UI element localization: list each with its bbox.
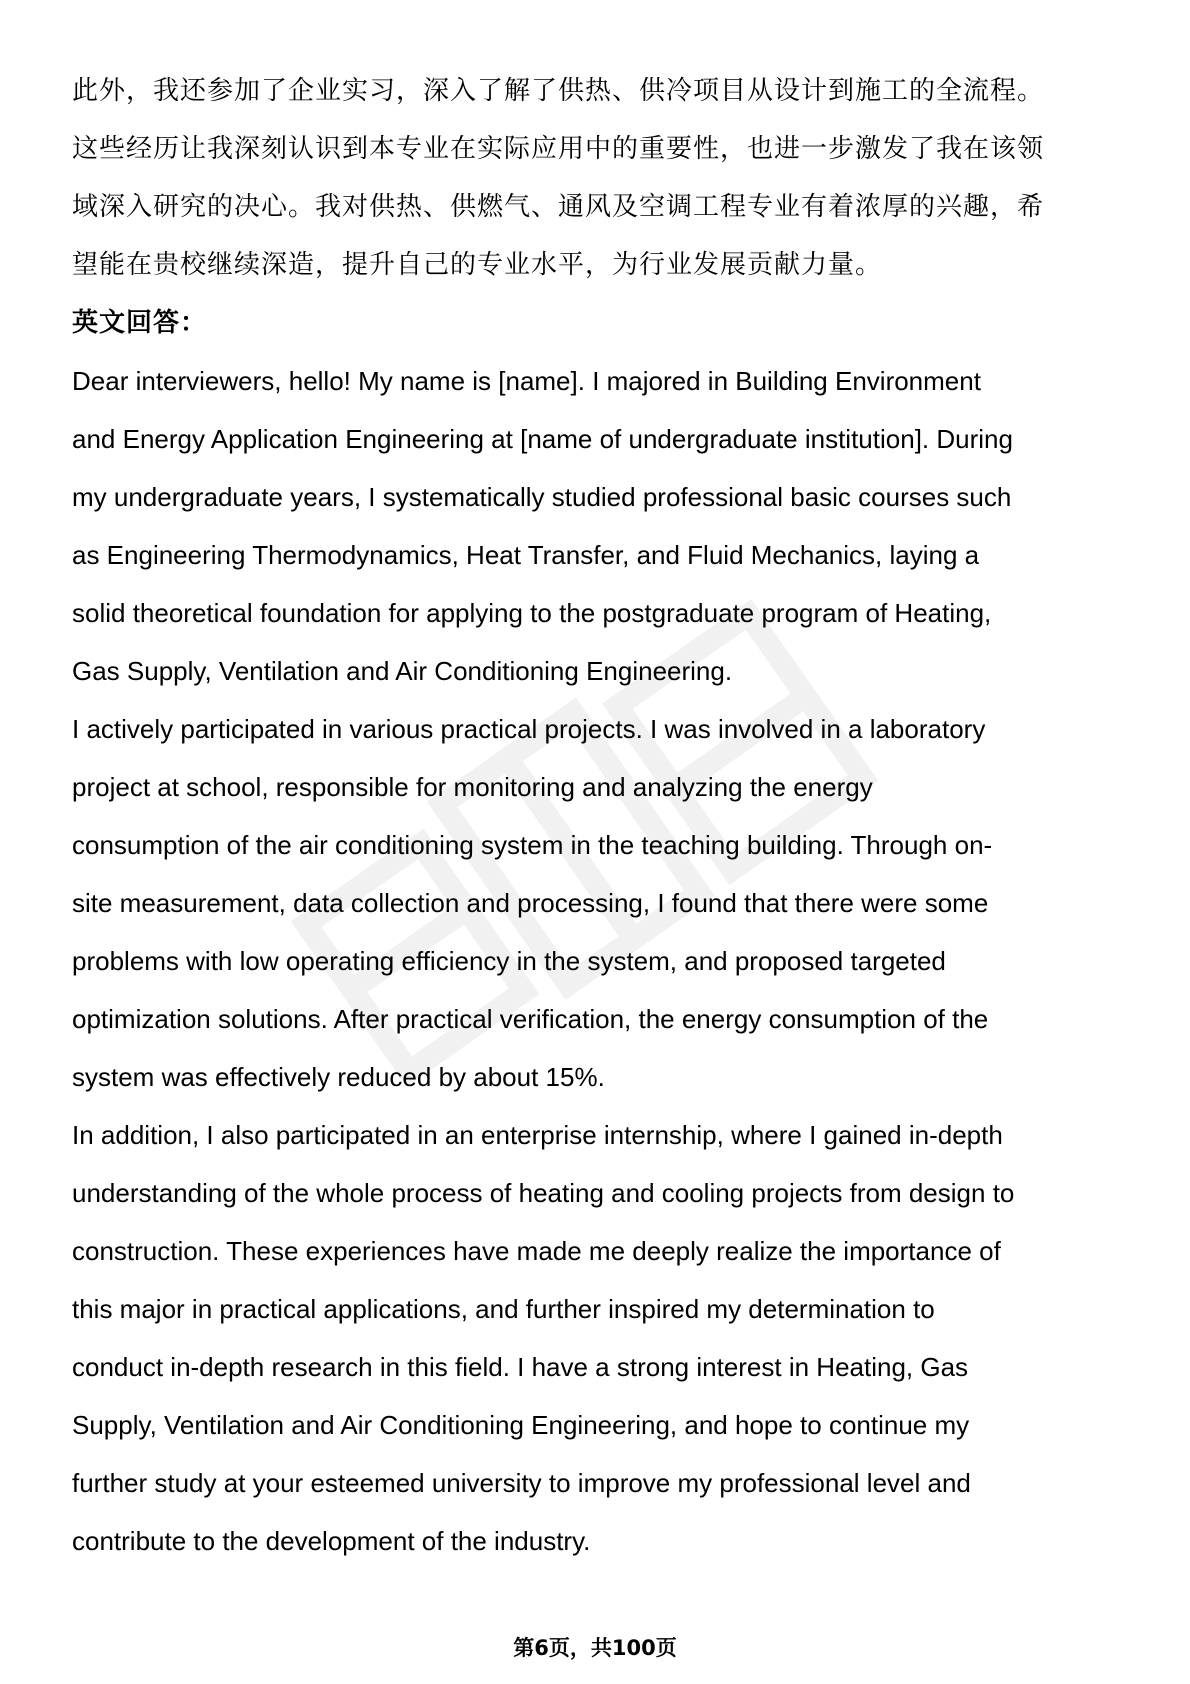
english-line: site measurement, data collection and processing, I found that there were some [72, 888, 989, 918]
english-line: system was effectively reduced by about 15%. [72, 1062, 605, 1092]
paragraph-cn-line: 望能在贵校继续深造，提升自己的专业水平，为行业发展贡献力量。 [72, 250, 883, 280]
english-line: In addition, I also participated in an enterprise internship, where I gained in-depth [72, 1120, 1003, 1150]
english-line: conduct in-depth research in this field. I have a strong interest in Heating, Gas [72, 1352, 969, 1382]
english-line: solid theoretical foundation for applying to the postgraduate program of Heating, [72, 598, 992, 628]
english-line: I actively participated in various practical projects. I was involved in a laboratory [72, 714, 986, 744]
english-line: further study at your esteemed university to improve my professional level and [72, 1468, 971, 1498]
paragraph-cn-line: 域深入研究的决心。我对供热、供燃气、通风及空调工程专业有着浓厚的兴趣，希 [72, 192, 1045, 222]
english-line: my undergraduate years, I systematically studied professional basic courses such [72, 482, 1012, 512]
paragraph-cn-line: 这些经历让我深刻认识到本专业在实际应用中的重要性，也进一步激发了我在该领 [72, 134, 1045, 164]
page-number-footer: 第6页，共100页 [513, 1636, 677, 1660]
english-line: contribute to the development of the industry. [72, 1526, 591, 1556]
english-line: consumption of the air conditioning system in the teaching building. Through on- [72, 830, 993, 860]
english-line: understanding of the whole process of heating and cooling projects from design to [72, 1178, 1015, 1208]
english-line: construction. These experiences have made me deeply realize the importance of [72, 1236, 1001, 1266]
english-line: as Engineering Thermodynamics, Heat Transfer, and Fluid Mechanics, laying a [72, 540, 980, 570]
english-line: Gas Supply, Ventilation and Air Conditioning Engineering. [72, 656, 733, 686]
paragraph-cn-line: 此外，我还参加了企业实习，深入了解了供热、供冷项目从设计到施工的全流程。 [72, 76, 1045, 106]
english-answer-heading: 英文回答： [72, 308, 208, 338]
english-line: this major in practical applications, and further inspired my determination to [72, 1294, 935, 1324]
english-line: and Energy Application Engineering at [name of undergraduate institution]. During [72, 424, 1013, 454]
english-line: Dear interviewers, hello! My name is [name]. I majored in Building Environment [72, 366, 981, 396]
english-line: optimization solutions. After practical verification, the energy consumption of the [72, 1004, 989, 1034]
english-line: Supply, Ventilation and Air Conditioning Engineering, and hope to continue my [72, 1410, 970, 1440]
english-line: problems with low operating efficiency in the system, and proposed targeted [72, 946, 946, 976]
document-body [72, 62, 1122, 1570]
english-line: project at school, responsible for monitoring and analyzing the energy [72, 772, 873, 802]
